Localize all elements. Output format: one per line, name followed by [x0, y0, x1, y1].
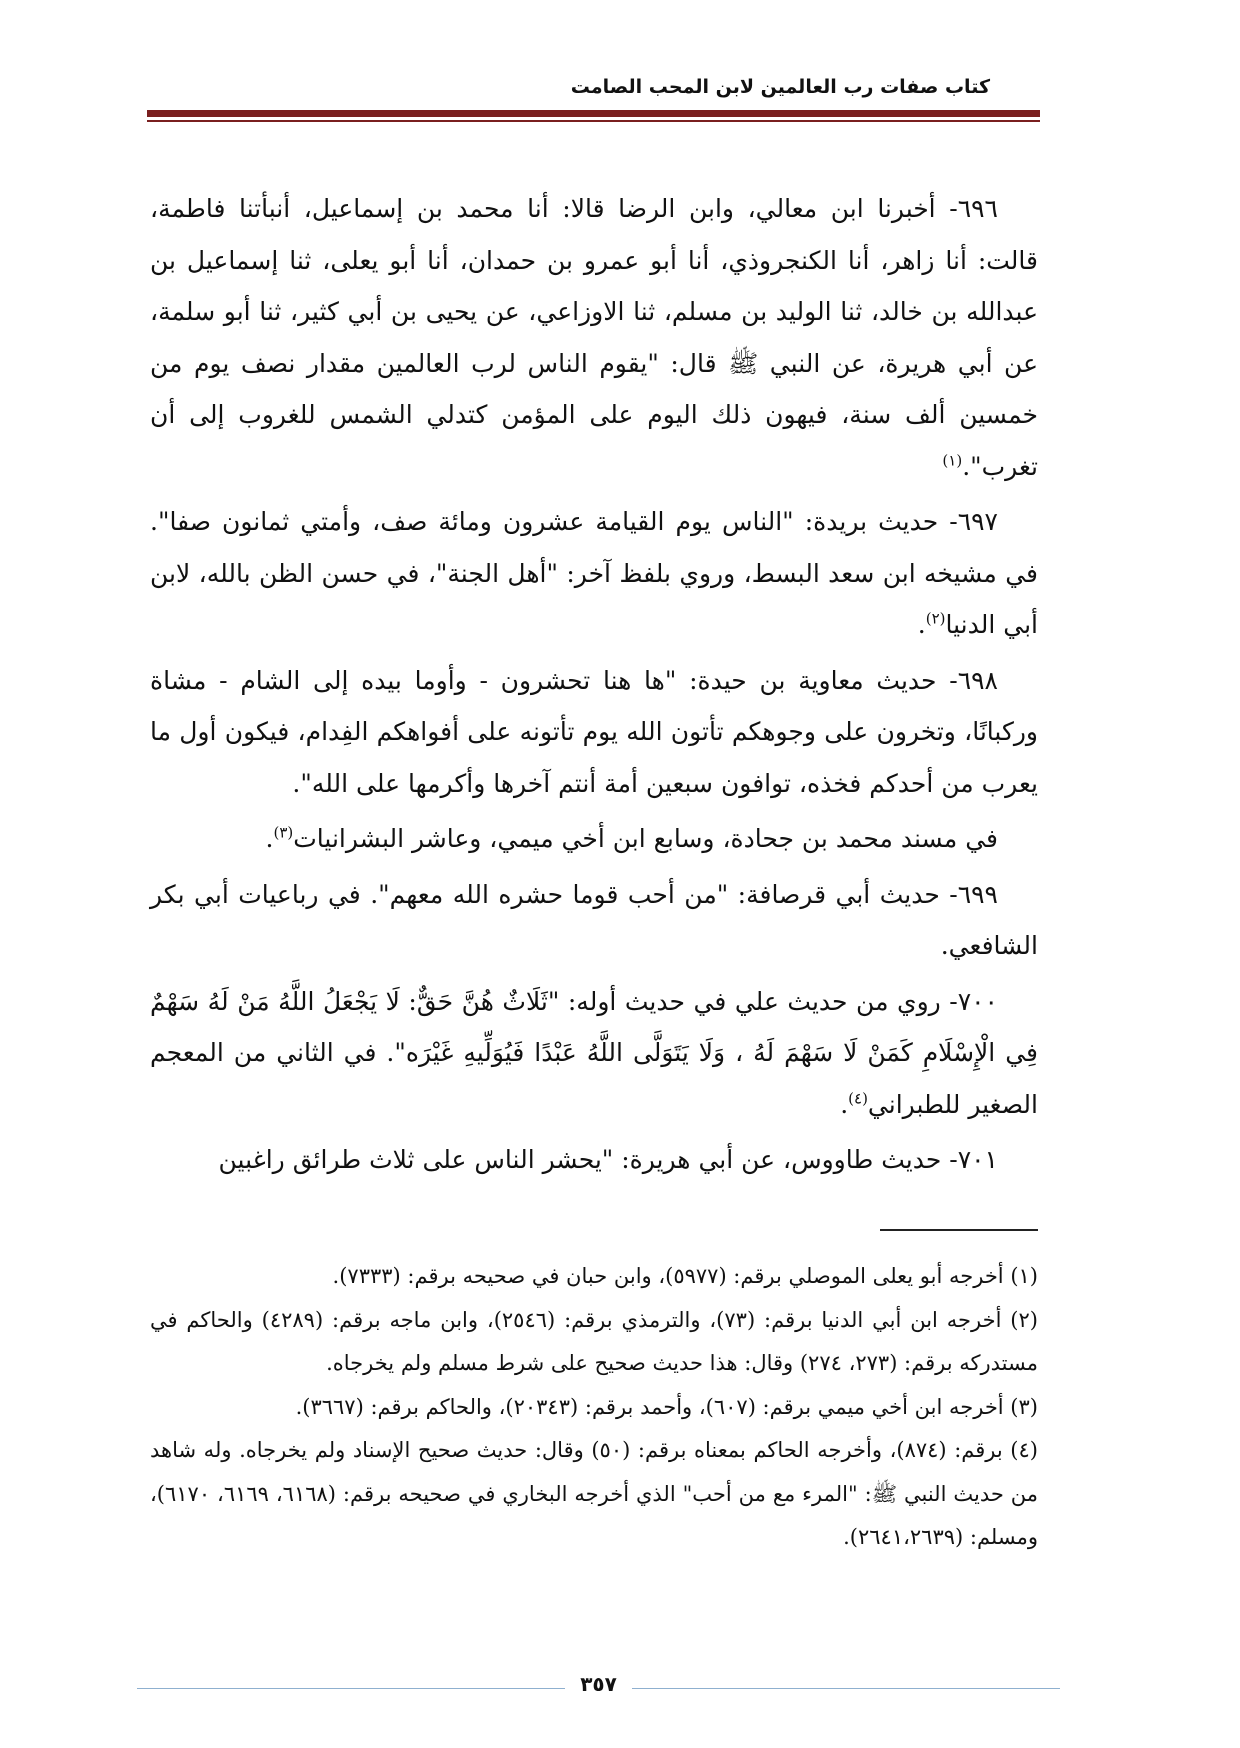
paragraph-end: . — [840, 1089, 849, 1119]
paragraph-701 — [150, 1134, 1038, 1186]
page-number: ٣٥٧ — [580, 1672, 617, 1696]
footnote-2: (٢) أخرجه ابن أبي الدنيا برقم: (٧٣)، والترمذي برقم: (٢٥٤٦)، وابن ماجه برقم: (٤٢٨٩) والحاكم في مستدركه برقم: (٢٧٣، ٢٧٤) وقال: هذا حديث صحيح على شرط مسلم ولم يخرجاه. — [150, 1307, 1038, 1375]
paragraph-text: ٦٩٧- حديث بريدة: "الناس يوم القيامة عشرون ومائة صف، وأمتي ثمانون صفا". في مشيخه ابن سعد البسط، وروي بلفظ آخر: "أهل الجنة"، في حسن الظن بالله، لابن أبي الدنيا — [150, 507, 1038, 639]
paragraph-697 — [150, 496, 1038, 651]
paragraph-text: ٧٠٠- روي من حديث علي في حديث أوله: "ثَلَاثٌ هُنَّ حَقٌّ: لَا يَجْعَلُ اللَّهُ مَنْ لَهُ سَهْمٌ فِي الْإِسْلَامِ كَمَنْ لَا سَهْمَ لَهُ ، وَلَا يَتَوَلَّى اللَّهُ عَبْدًا فَيُوَلِّيهِ غَيْرَه". في الثاني من المعجم الصغير للطبراني — [150, 986, 1038, 1119]
paragraph-text: ٦٩٩- حديث أبي قرصافة: "من أحب قوما حشره الله معهم". في رباعيات أبي بكر الشافعي. — [150, 879, 1038, 960]
footnote-1: (١) أخرجه أبو يعلى الموصلي برقم: (٥٩٧٧)، وابن حبان في صحيحه برقم: (٧٣٣٣). — [332, 1264, 1038, 1288]
footer-rule-left — [137, 1688, 565, 1689]
paragraph-699 — [150, 869, 1038, 972]
footer-rule-right — [632, 1688, 1060, 1689]
paragraph-text: ٦٩٨- حديث معاوية بن حيدة: "ها هنا تحشرون - وأوما بيده إلى الشام - مشاة وركبانًا، وتخرون على وجوهكم تأتون الله يوم تأتونه على أفواهكم الفِدام، فيكون أول ما يعرب من أحدكم فخذه، توافون سبعين أمة أنتم آخرها وأكرمها على الله". — [150, 665, 1038, 798]
main-text — [150, 183, 1038, 1190]
footnote-4: (٤) برقم: (٨٧٤)، وأخرجه الحاكم بمعناه برقم: (٥٠) وقال: حديث صحيح الإسناد ولم يخرجاه. وله شاهد من حديث النبي ﷺ: "المرء مع من أحب" الذي أخرجه البخاري في صحيحه برقم: (٦١٦٨، ٦١٦٩، ٦١٧٠)، ومسلم: (٢٦٤١،٢٦٣٩). — [150, 1438, 1038, 1549]
header-rule-thick — [147, 110, 1040, 117]
paragraph-text: ٧٠١- حديث طاووس، عن أبي هريرة: "يحشر الناس على ثلاث طرائق راغبين — [218, 1145, 998, 1174]
paragraph-text: ٦٩٦- أخبرنا ابن معالي، وابن الرضا قالا: أنا محمد بن إسماعيل، أنبأتنا فاطمة، قالت: أنا زاهر، أنا الكنجروذي، أنا أبو عمرو بن حمدان، أنا أبو يعلى، ثنا إسماعيل بن عبدالله بن خالد، ثنا الوليد بن مسلم، ثنا الاوزاعي، عن يحيى بن أبي كثير، ثنا أبو سلمة، عن أبي هريرة، عن النبي ﷺ قال: "يقوم الناس لرب العالمين مقدار نصف يوم من خمسين ألف سنة، فيهون ذلك اليوم على المؤمن كتدلي الشمس للغروب إلى أن تغرب". — [150, 194, 1038, 481]
paragraph-text: في مسند محمد بن جحادة، وسابع ابن أخي ميمي، وعاشر البشرانيات — [293, 824, 998, 853]
paragraph-698-source — [150, 813, 1038, 865]
paragraph-698 — [150, 655, 1038, 810]
header-rule-thin — [147, 120, 1040, 122]
footnote-ref-2: (٢) — [925, 609, 946, 628]
paragraph-700 — [150, 976, 1038, 1131]
footnotes — [150, 1255, 1038, 1560]
footnote-ref-4: (٤) — [848, 1089, 868, 1108]
footnote-separator — [880, 1229, 1038, 1231]
footnote-3: (٣) أخرجه ابن أخي ميمي برقم: (٦٠٧)، وأحمد برقم: (٢٠٣٤٣)، والحاكم برقم: (٣٦٦٧). — [295, 1394, 1038, 1419]
paragraph-end: . — [265, 824, 274, 853]
footnote-ref-3: (٣) — [273, 823, 294, 842]
paragraph-end: . — [917, 610, 926, 639]
running-header-title: كتاب صفات رب العالمين لابن المحب الصامت — [570, 76, 990, 98]
paragraph-696 — [150, 183, 1038, 492]
footnote-ref-1: (١) — [942, 451, 963, 470]
